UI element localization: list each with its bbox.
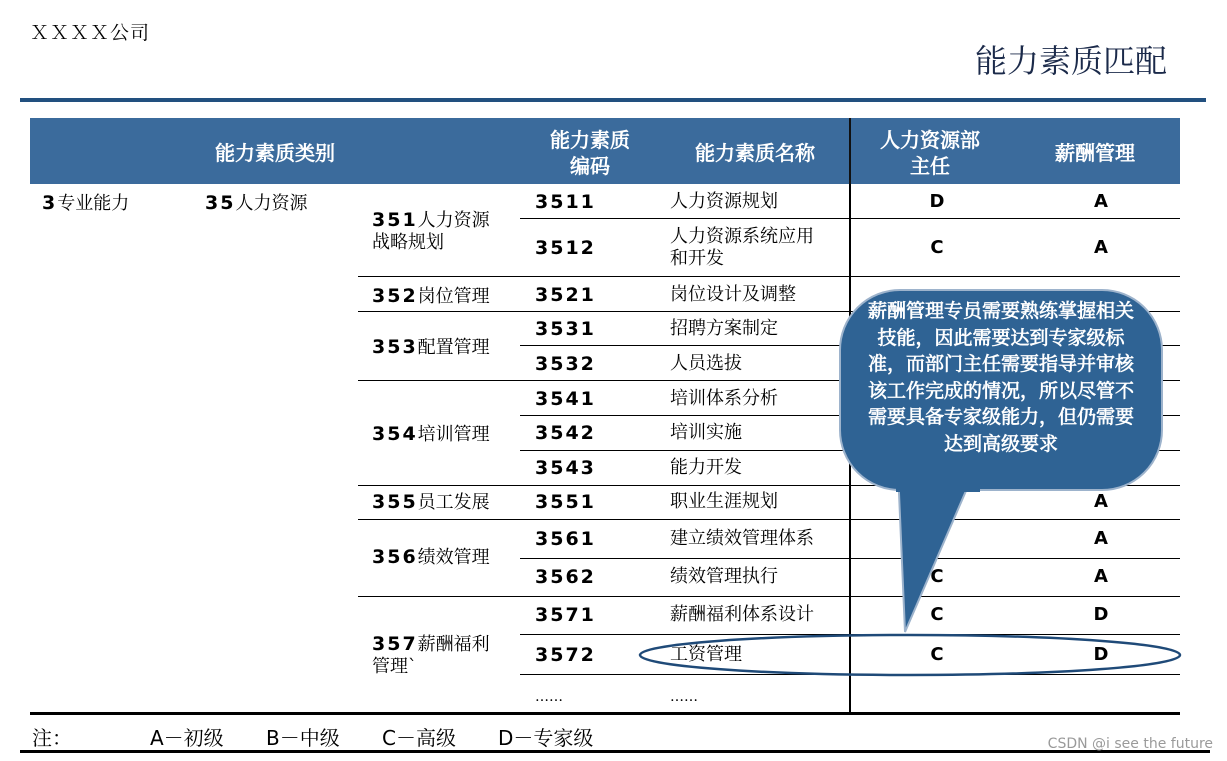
- row-salary-grade: A: [1094, 491, 1108, 512]
- row-name: ……: [670, 689, 698, 705]
- page-title: 能力素质匹配: [974, 42, 1167, 80]
- row-code: 3531: [535, 318, 596, 340]
- row-name: 人力资源系统应用 和开发: [670, 226, 814, 269]
- row-name: 建立绩效管理体系: [670, 528, 814, 549]
- row-head-grade: C: [930, 237, 944, 258]
- row-salary-grade: A: [1094, 237, 1108, 258]
- row-salary-grade: A: [1094, 191, 1108, 212]
- note-label: 注：: [32, 726, 72, 750]
- row-name: 培训体系分析: [670, 388, 778, 409]
- company-name: ＸＸＸＸ公司: [30, 22, 151, 44]
- header-category: 能力素质类别: [215, 141, 335, 165]
- header-code: 能力素质 编码: [550, 128, 630, 178]
- row-salary-grade: A: [1094, 566, 1108, 587]
- page-bottom-border: [20, 750, 1210, 753]
- watermark: CSDN @i see the future: [1047, 736, 1213, 752]
- row-code: 3521: [535, 284, 596, 306]
- row-code: 3541: [535, 388, 596, 410]
- header-dept-head: 人力资源部 主任: [880, 128, 980, 178]
- group-352: 352岗位管理: [372, 285, 490, 307]
- row-name: 职业生涯规划: [670, 491, 778, 512]
- row-salary-grade: D: [1093, 604, 1109, 625]
- row-name: 绩效管理执行: [670, 566, 778, 587]
- row-head-grade: C: [930, 644, 944, 665]
- group-354: 354培训管理: [372, 423, 490, 445]
- header-name: 能力素质名称: [695, 141, 815, 165]
- row-name: 人力资源规划: [670, 191, 778, 212]
- row-code: 3572: [535, 644, 596, 666]
- callout-pointer: [898, 470, 975, 632]
- row-code: 3543: [535, 457, 596, 479]
- level2-category: 35人力资源: [205, 192, 308, 214]
- level1-category: 3专业能力: [42, 192, 130, 214]
- row-code: 3512: [535, 237, 596, 259]
- legend-d: D－专家级: [498, 726, 594, 750]
- row-code: 3551: [535, 491, 596, 513]
- row-head-grade: C: [930, 566, 944, 587]
- row-name: 人员选拔: [670, 353, 742, 374]
- group-355: 355员工发展: [372, 491, 490, 513]
- row-salary-grade: A: [1094, 528, 1108, 549]
- legend-a: A－初级: [150, 726, 224, 750]
- table-bottom-border: [30, 712, 1180, 715]
- legend-b: B－中级: [266, 726, 340, 750]
- row-code: 3542: [535, 422, 596, 444]
- row-name: 工资管理: [670, 644, 742, 665]
- row-code: 3511: [535, 191, 596, 213]
- group-357: 357薪酬福利 管理`: [372, 633, 490, 677]
- callout-text: 薪酬管理专员需要熟练掌握相关技能，因此需要达到专家级标准，而部门主任需要指导并审核该工作完成的情况，所以尽管不需要具备专家级能力，但仍需要达到高级要求: [867, 300, 1134, 455]
- row-salary-grade: D: [1093, 644, 1109, 665]
- row-code: 3561: [535, 528, 596, 550]
- row-name: 培训实施: [670, 422, 742, 443]
- row-code: 3532: [535, 353, 596, 375]
- legend-c: C－高级: [382, 726, 456, 750]
- row-code: 3571: [535, 604, 596, 626]
- row-head-grade: D: [929, 191, 945, 212]
- row-name: 薪酬福利体系设计: [670, 604, 814, 625]
- group-353: 353配置管理: [372, 336, 490, 358]
- group-351: 351人力资源 战略规划: [372, 209, 490, 253]
- row-name: 能力开发: [670, 457, 742, 478]
- row-code: 3562: [535, 566, 596, 588]
- header-salary: 薪酬管理: [1055, 141, 1135, 165]
- group-356: 356绩效管理: [372, 546, 490, 568]
- row-name: 招聘方案制定: [670, 318, 778, 339]
- row-name: 岗位设计及调整: [670, 284, 796, 305]
- row-head-grade: C: [930, 604, 944, 625]
- row-code: ……: [535, 689, 563, 705]
- highlight-ellipse: [640, 635, 1180, 675]
